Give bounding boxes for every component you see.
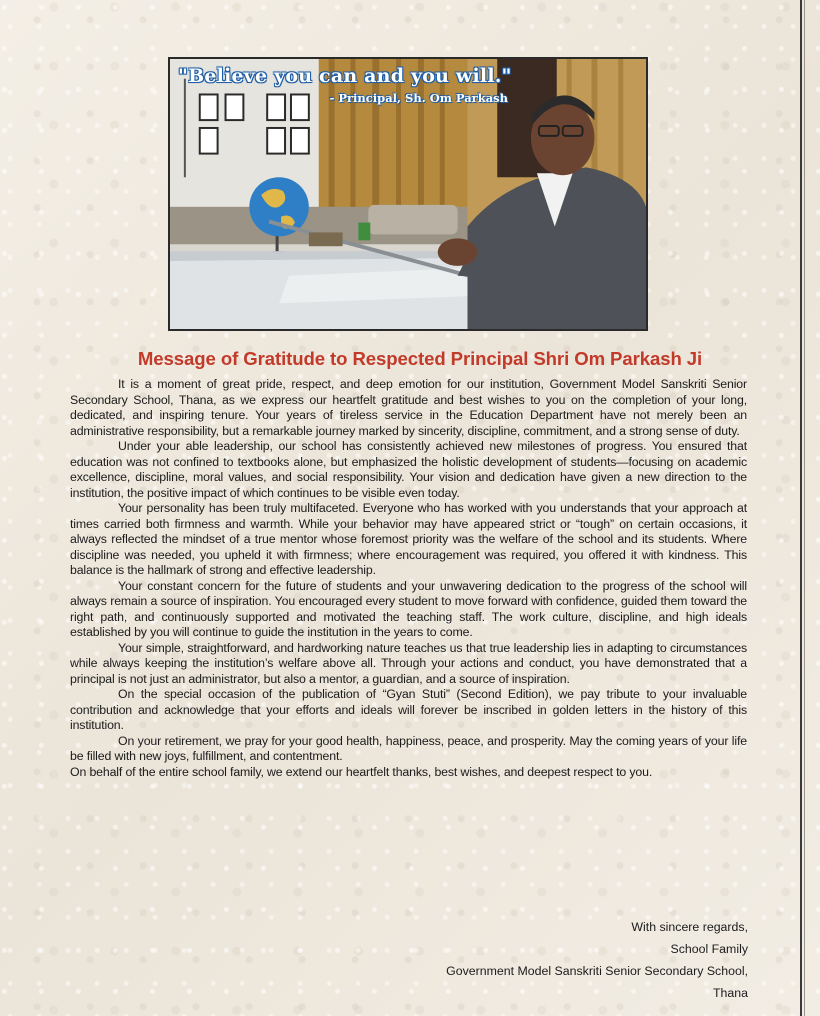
page-border-rule-inner: [804, 0, 805, 1016]
signoff-school: Government Model Sanskriti Senior Secondary School,: [446, 964, 748, 978]
signoff-regards: With sincere regards,: [631, 920, 748, 934]
paragraph: Your simple, straightforward, and hardworking nature teaches us that true leadership lies in adapting to circumstances while always keeping the institution’s welfare above all. Through your actions and conduct, you have demonstrated that a principal is not just an administrator, but also a mentor, a guardian, and a source of inspiration.: [70, 640, 747, 686]
page-border-rule: [800, 0, 802, 1016]
signoff-place: Thana: [712, 986, 748, 1000]
paragraph: Under your able leadership, our school has consistently achieved new milestones of progress. You ensured that education was not confined to textbooks alone, but emphasized the holistic development of students—focusing on academic excellence, discipline, moral values, and social responsibility. Your vision and dedication have given a new direction to the institution, the positive impact of which continues to be visible even today.: [70, 439, 747, 500]
principal-photo: [168, 57, 648, 331]
paragraph: Your personality has been truly multifaceted. Everyone who has worked with you understands that your approach at times carried both firmness and warmth. While your behavior may have appeared strict or “tough” on certain occasions, it always reflected the mindset of a true mentor whose foremost priority was the welfare of the school and its students. Where discipline was needed, you upheld it with firmness; where encouragement was required, you offered it with kindness. This balance is the hallmark of strong and effective leadership.: [70, 501, 747, 577]
paragraph: On your retirement, we pray for your good health, happiness, peace, and prosperity. May the coming years of your life be filled with new joys, fulfillment, and contentment.: [70, 733, 747, 763]
message-body: [70, 377, 747, 780]
signoff: [328, 916, 748, 1004]
paragraph: It is a moment of great pride, respect, and deep emotion for our institution, Government Model Sanskriti Senior Secondary School, Thana, as we express our heartfelt gratitude and best wishes to you on the completion of your long, dedicated, and inspiring tenure. Your years of tireless service in the Education Department have not merely been an administrative responsibility, but a remarkable journey marked by sincerity, discipline, commitment, and a strong sense of duty.: [70, 377, 747, 438]
signoff-family: School Family: [670, 942, 748, 956]
page-title: Message of Gratitude to Respected Principal Shri Om Parkash Ji: [137, 348, 703, 369]
paragraph: Your constant concern for the future of students and your unwavering dedication to the progress of the school will always remain a source of inspiration. You encouraged every student to move forward with confidence, guided them toward the right path, and continuously supported and motivated the teaching staff. The work culture, discipline, and high ideals established by you will continue to guide the institution in the years to come.: [70, 578, 747, 639]
closing-line: On behalf of the entire school family, we extend our heartfelt thanks, best wishes, and deepest respect to you.: [70, 764, 653, 779]
paragraph: On the special occasion of the publication of “Gyan Stuti” (Second Edition), we pay tribute to your invaluable contribution and acknowledge that your efforts and ideals will forever be inscribed in golden letters in the history of this institution.: [70, 687, 747, 732]
photo-quote: "Believe you can and you will.": [178, 65, 512, 87]
photo-quote-attribution: - Principal, Sh. Om Parkash: [329, 91, 508, 105]
